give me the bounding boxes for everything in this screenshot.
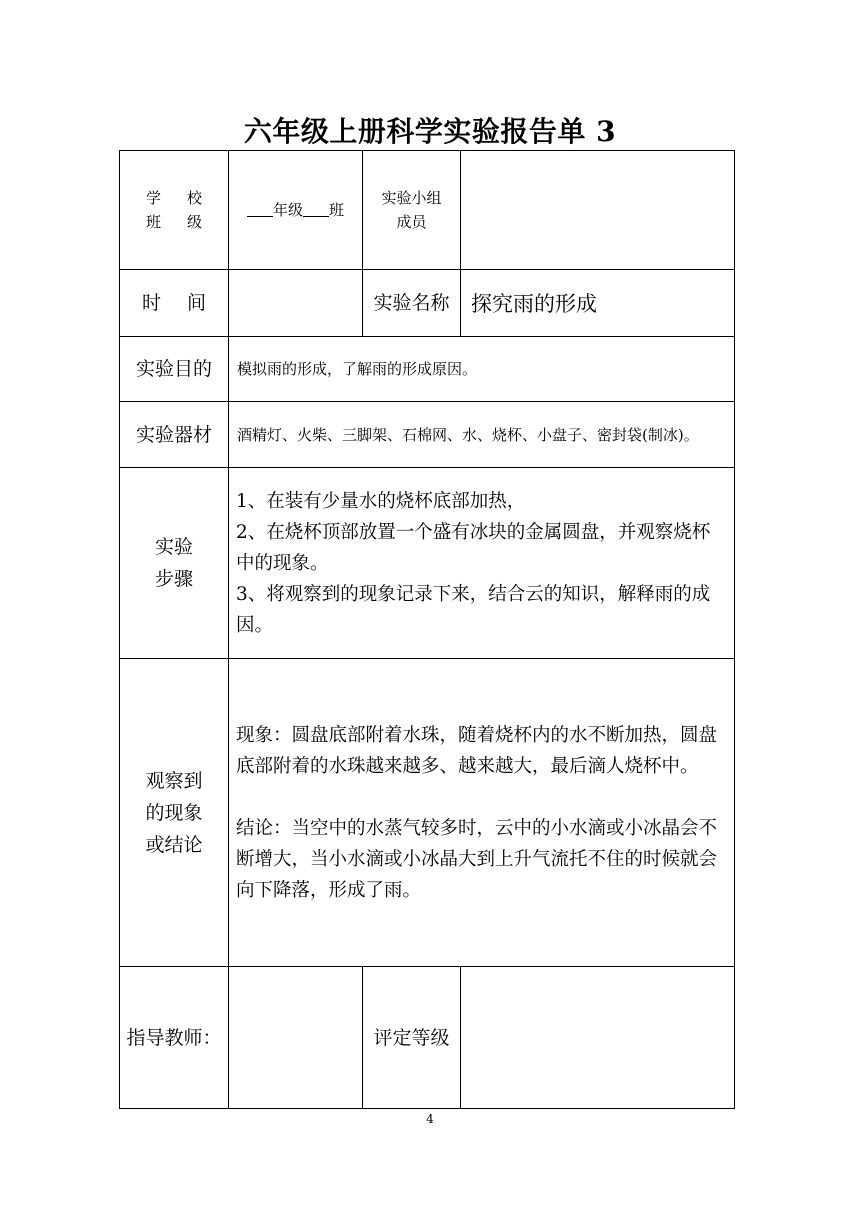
page-title: 六年级上册科学实验报告单 3	[243, 115, 617, 148]
observation-label: 观察到 的现象 或结论	[120, 659, 229, 967]
class-text: 班	[329, 201, 345, 219]
materials-label: 实验器材	[120, 402, 229, 468]
time-field[interactable]	[229, 270, 363, 337]
teacher-label: 指导教师：	[120, 967, 229, 1109]
step-item: 1、在装有少量水的烧杯底部加热，	[236, 490, 526, 512]
observation-text	[229, 659, 735, 967]
grade-text: 年级	[272, 201, 303, 219]
evaluation-grade-field[interactable]	[461, 967, 735, 1109]
steps-label: 实验 步骤	[120, 468, 229, 659]
steps-list	[229, 468, 735, 659]
grade-class-field[interactable]	[229, 151, 363, 270]
time-label: 时 间	[120, 270, 229, 337]
teacher-field[interactable]	[229, 967, 363, 1109]
group-members-field[interactable]	[461, 151, 735, 270]
report-table	[119, 150, 735, 1109]
school-class-label-cell	[120, 151, 229, 270]
group-members-label: 实验小组 成员	[363, 151, 461, 270]
class-blank	[303, 202, 329, 217]
row-purpose	[120, 337, 735, 402]
row-time-name	[120, 270, 735, 337]
experiment-name-value: 探究雨的形成	[461, 270, 735, 337]
grade-blank	[247, 202, 273, 217]
purpose-label: 实验目的	[120, 337, 229, 402]
row-teacher-grade	[120, 967, 735, 1109]
step-item: 2、在烧杯顶部放置一个盛有冰块的金属圆盘，并观察烧杯中的现象。	[236, 521, 711, 574]
row-materials	[120, 402, 735, 468]
materials-text: 酒精灯、火柴、三脚架、石棉网、水、烧杯、小盘子、密封袋(制冰)。	[229, 402, 735, 468]
page-number: 4	[426, 1112, 434, 1126]
class-label: 班 级	[145, 213, 203, 231]
row-steps	[120, 468, 735, 659]
phenomenon-text: 现象：圆盘底部附着水珠，随着烧杯内的水不断加热，圆盘底部附着的水珠越来越多、越来越大，最后滴人烧杯中。	[236, 724, 718, 777]
evaluation-grade-label: 评定等级	[363, 967, 461, 1109]
school-label: 学 校	[145, 189, 203, 207]
experiment-name-label: 实验名称	[363, 270, 461, 337]
step-item: 3、将观察到的现象记录下来，结合云的知识，解释雨的成因。	[236, 583, 711, 636]
row-school-class	[120, 151, 735, 270]
conclusion-text: 结论：当空中的水蒸气较多时，云中的小水滴或小冰晶会不断增大，当小水滴或小冰晶大到上升气流托不住的时候就会向下降落，形成了雨。	[236, 817, 718, 901]
row-observation	[120, 659, 735, 967]
purpose-text: 模拟雨的形成，了解雨的形成原因。	[229, 337, 735, 402]
